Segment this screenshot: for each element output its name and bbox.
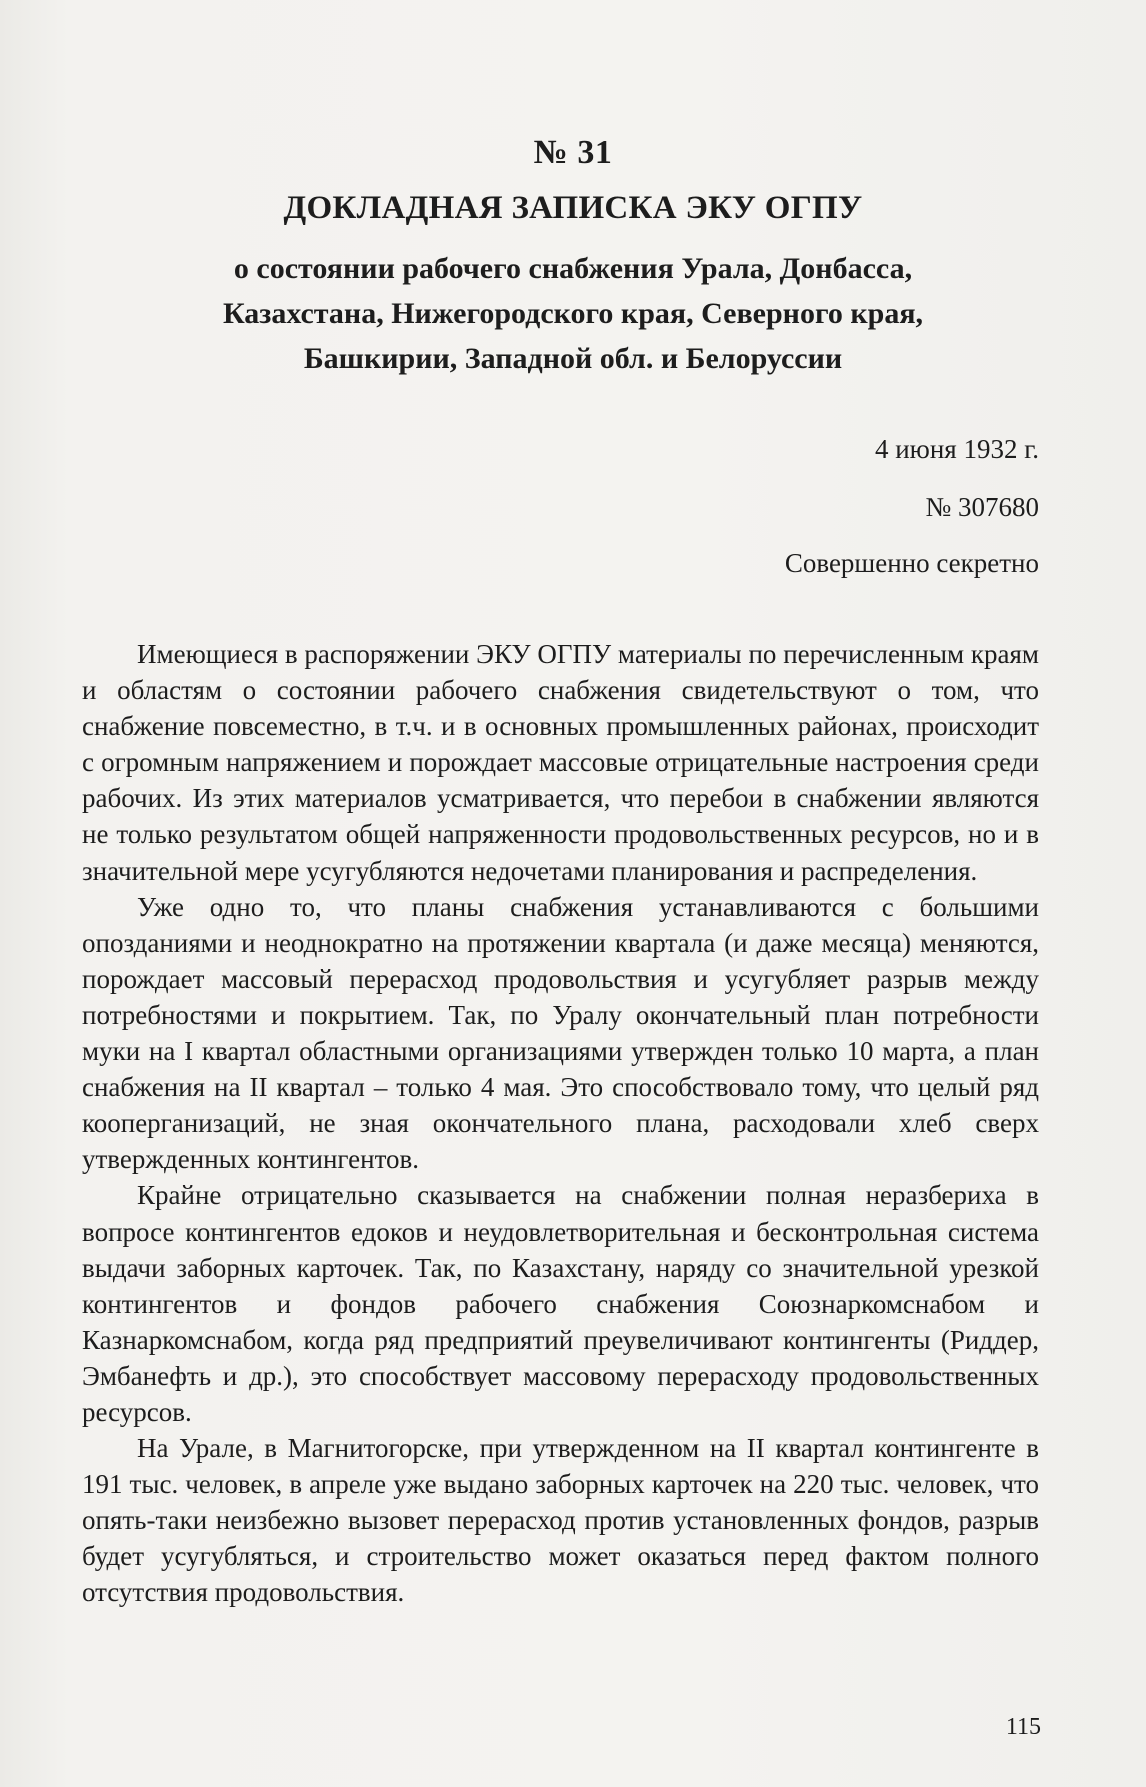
subtitle-line: о состоянии рабочего снабжения Урала, Донбасса, (233, 252, 913, 285)
body-paragraph: На Урале, в Магнитогорске, при утвержденном на II квартал контингенте в 191 тыс. человек, в апреле уже выдано заборных карточек на 220 тыс. человек, что опять-таки неизбежно вызовет перерасход против установленных фондов, разрыв будет усугубляться, и строительство может оказаться перед фактом полного отсутствия продовольствия. (82, 1433, 1039, 1608)
document-title: ДОКЛАДНАЯ ЗАПИСКА ЭКУ ОГПУ (283, 190, 863, 226)
document-number: № 31 (533, 134, 613, 171)
document-subtitle (120, 246, 1026, 381)
document-body (82, 636, 1039, 1611)
subtitle-line: Казахстана, Нижегородского края, Северного края, (222, 297, 924, 330)
body-paragraph: Крайне отрицательно сказывается на снабжении полная неразбериха в вопросе контингентов едоков и неудовлетворительная и бесконтрольная система выдачи заборных карточек. Так, по Казахстану, наряду со значительной урезкой контингентов и фондов рабочего снабжения Союзнаркомснабом и Казнаркомснабом, когда ряд предприятий преувеличивают контингенты (Риддер, Эмбанефть и др.), это способствует массовому перерасходу продовольственных ресурсов. (82, 1180, 1039, 1427)
document-reg-number: № 307680 (925, 492, 1039, 522)
body-paragraph: Имеющиеся в распоряжении ЭКУ ОГПУ материалы по перечисленным краям и областям о состоянии рабочего снабжения свидетельствуют о том, что снабжение повсеместно, в т.ч. и в основных промышленных районах, происходит с огромным напряжением и порождает массовые отрицательные настроения среди рабочих. Из этих материалов усматривается, что перебои в снабжении являются не только результатом общей напряженности продовольственных ресурсов, но и в значительной мере усугубляются недочетами планирования и распределения. (82, 639, 1039, 886)
document-date: 4 июня 1932 г. (874, 434, 1039, 464)
subtitle-line: Башкирии, Западной обл. и Белоруссии (303, 342, 843, 375)
body-paragraph: Уже одно то, что планы снабжения устанавливаются с большими опозданиями и неоднократно на протяжении квартала (и даже месяца) меняются, порождает массовый перерасход продовольствия и усугубляет разрыв между потребностями и покрытием. Так, по Уралу окончательный план потребности муки на I квартал областными организациями утвержден только 10 марта, а план снабжения на II квартал – только 4 мая. Это способствовало тому, что целый ряд кооперганизаций, не зная окончательного плана, расходовали хлеб сверх утвержденных контингентов. (82, 891, 1039, 1175)
page-number: 115 (1005, 1714, 1041, 1740)
classification-label: Совершенно секретно (784, 548, 1039, 578)
